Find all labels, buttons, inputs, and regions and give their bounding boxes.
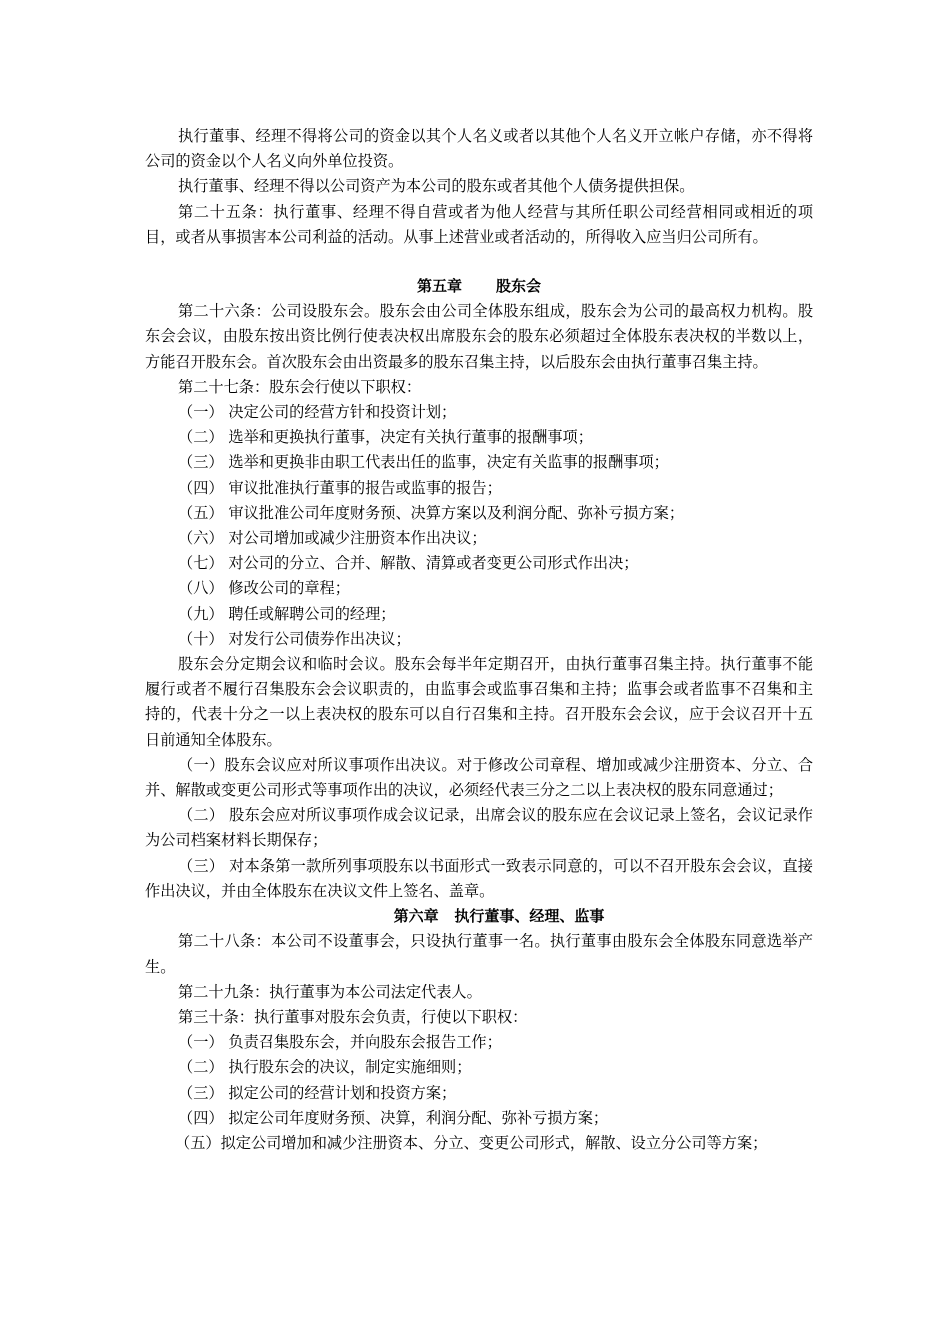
resolution-item: （一）股东会议应对所议事项作出决议。对于修改公司章程、增加或减少注册资本、分立、合并、解散或变更公司形式等事项作出的决议，必须经代表三分之二以上表决权的股东同意通过；: [145, 755, 813, 800]
spacer: [145, 250, 813, 274]
list-item: （五） 审议批准公司年度财务预、决算方案以及利润分配、弥补亏损方案；: [178, 503, 685, 522]
chapter-6-heading: [145, 904, 813, 929]
chapter-number: 第五章: [416, 277, 462, 296]
article-25: 第二十五条：执行董事、经理不得自营或者为他人经营与其所任职公司经营相同或相近的项目，或者从事损害本公司利益的活动。从事上述营业或者活动的，所得收入应当归公司所有。: [145, 202, 813, 246]
list-item: （六） 对公司增加或减少注册资本作出决议；: [178, 529, 487, 548]
paragraph: 执行董事、经理不得以公司资产为本公司的股东或者其他个人债务提供担保。: [178, 177, 695, 196]
article-28: 第二十八条：本公司不设董事会，只设执行董事一名。执行董事由股东会全体股东同意选举产生。: [145, 932, 813, 976]
list-item: （十） 对发行公司债券作出决议；: [178, 629, 411, 648]
list-item: （四） 审议批准执行董事的报告或监事的报告；: [178, 478, 502, 497]
list-item: （二） 选举和更换执行董事，决定有关执行董事的报酬事项；: [178, 428, 593, 447]
paragraph: 执行董事、经理不得将公司的资金以其个人名义或者以其他个人名义开立帐户存储，亦不得将公司的资金以个人名义向外单位投资。: [145, 127, 813, 171]
article-29: 第二十九条：执行董事为本公司法定代表人。: [178, 982, 482, 1001]
list-item: （四） 拟定公司年度财务预、决算，利润分配、弥补亏损方案；: [178, 1108, 609, 1127]
list-item: （八） 修改公司的章程；: [178, 579, 350, 598]
article-30: 第三十条：执行董事对股东会负责，行使以下职权：: [178, 1007, 528, 1026]
chapter-title: 股东会: [496, 277, 542, 296]
chapter-5-heading: [145, 274, 813, 299]
list-item: （三） 选举和更换非由职工代表出任的监事，决定有关监事的报酬事项；: [178, 453, 669, 472]
chapter-title: 执行董事、经理、监事: [454, 907, 605, 926]
list-item: （三） 拟定公司的经营计划和投资方案；: [178, 1083, 457, 1102]
list-item: （五）拟定公司增加和减少注册资本、分立、变更公司形式，解散、设立分公司等方案；: [175, 1133, 768, 1152]
article-27: 第二十七条：股东会行使以下职权：: [178, 377, 421, 396]
article-26: 第二十六条：公司设股东会。股东会由公司全体股东组成，股东会为公司的最高权力机构。股东会会议，由股东按出资比例行使表决权出席股东会的股东必须超过全体股东表决权的半数以上，方能召开股东会。首次股东会由出资最多的股东召集主持，以后股东会由执行董事召集主持。: [145, 302, 813, 371]
list-item: （一） 负责召集股东会，并向股东会报告工作；: [178, 1033, 502, 1052]
chapter-number: 第六章: [393, 907, 439, 926]
list-item: （一） 决定公司的经营方针和投资计划；: [178, 403, 457, 422]
list-item: （九） 聘任或解聘公司的经理；: [178, 604, 396, 623]
list-item: （二） 执行股东会的决议，制定实施细则；: [178, 1058, 472, 1077]
document-page: [145, 124, 813, 1156]
meetings-paragraph: 股东会分定期会议和临时会议。股东会每半年定期召开，由执行董事召集主持。执行董事不能履行或者不履行召集股东会会议职责的，由监事会或监事召集和主持；监事会或者监事不召集和主持的，代表十分之一以上表决权的股东可以自行召集和主持。召开股东会会议，应于会议召开十五日前通知全体股东。: [145, 655, 813, 749]
list-item: （七） 对公司的分立、合并、解散、清算或者变更公司形式作出决；: [178, 554, 639, 573]
resolution-item: （三） 对本条第一款所列事项股东以书面形式一致表示同意的，可以不召开股东会会议，直接作出决议，并由全体股东在决议文件上签名、盖章。: [145, 856, 813, 900]
resolution-item: （二） 股东会应对所议事项作成会议记录，出席会议的股东应在会议记录上签名，会议记录作为公司档案材料长期保存；: [145, 806, 813, 850]
